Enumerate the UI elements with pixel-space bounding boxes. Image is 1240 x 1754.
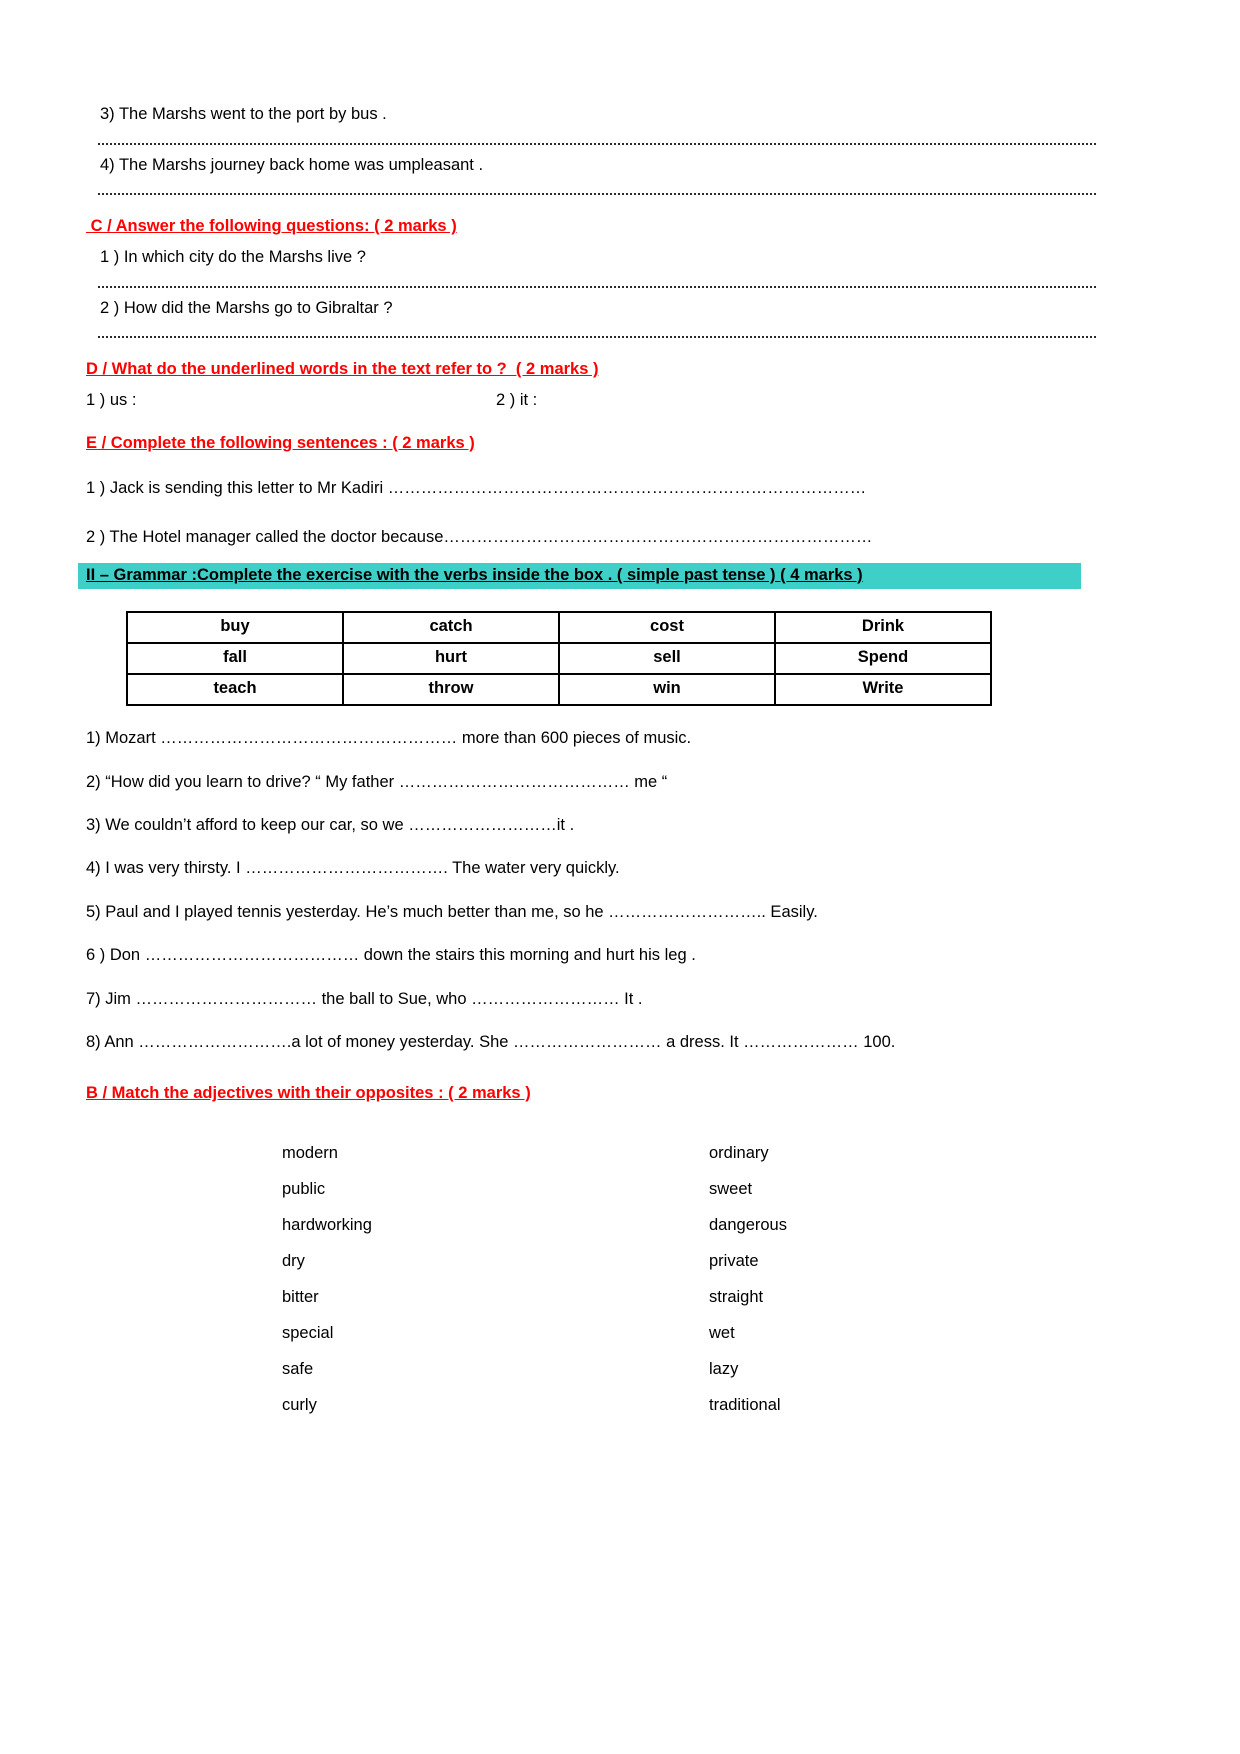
verb-cell: teach	[127, 674, 343, 705]
verb-cell: catch	[343, 612, 559, 643]
section-c-heading: C / Answer the following questions: ( 2 marks )	[86, 217, 457, 236]
section-d-item-2: 2 ) it :	[496, 391, 538, 410]
list-item[interactable]: hardworking	[282, 1216, 372, 1235]
section-b-heading: B / Match the adjectives with their opposites : ( 2 marks )	[86, 1083, 531, 1102]
match-right-column	[709, 1135, 787, 1423]
grammar-sentence-1: 1) Mozart ……………………………………………… more than 600 pieces of music.	[86, 729, 692, 748]
section-e-item-2: 2 ) The Hotel manager called the doctor because……………………………………………………………………	[86, 527, 873, 546]
verb-cell: Drink	[775, 612, 991, 643]
grammar-sentence-2: 2) “How did you learn to drive? “ My father …………………………………… me “	[86, 772, 668, 791]
table-row	[127, 674, 991, 705]
list-item[interactable]: safe	[282, 1360, 314, 1379]
verb-cell: Spend	[775, 643, 991, 674]
verb-table	[126, 611, 992, 706]
section-e-heading: E / Complete the following sentences : ( 2 marks )	[86, 434, 475, 453]
section-d-item-1: 1 ) us :	[86, 391, 137, 410]
answer-rule-4	[98, 179, 1096, 195]
list-item[interactable]: modern	[282, 1144, 338, 1163]
table-row	[127, 612, 991, 643]
list-item[interactable]: bitter	[282, 1288, 319, 1307]
section-c-answer-rule-1	[98, 272, 1096, 288]
grammar-sentence-5: 5) Paul and I played tennis yesterday. He’s much better than me, so he ……………………….. Easily.	[86, 902, 818, 921]
grammar-sentences	[86, 728, 1096, 1054]
verb-cell: Write	[775, 674, 991, 705]
section-c-answer-rule-2	[98, 322, 1096, 338]
section-e-heading-wrap	[86, 422, 1096, 464]
verb-cell: throw	[343, 674, 559, 705]
verb-cell: sell	[559, 643, 775, 674]
page-content	[86, 104, 1096, 1435]
grammar-sentence-8: 8) Ann ……………………….a lot of money yesterday. She ……………………… a dress. It ………………… 100.	[86, 1033, 896, 1052]
section-b-heading-wrap	[86, 1072, 1096, 1114]
grammar-sentence-4: 4) I was very thirsty. I ………………………………. The water very quickly.	[86, 859, 620, 878]
answer-rule-3	[98, 129, 1096, 145]
list-item[interactable]: public	[282, 1180, 326, 1199]
grammar-sentence-7: 7) Jim …………………………… the ball to Sue, who ……………………… It .	[86, 989, 643, 1008]
list-item[interactable]: curly	[282, 1396, 317, 1415]
section-d-items	[86, 390, 1096, 418]
section-e-item-1: 1 ) Jack is sending this letter to Mr Kadiri ……………………………………………………………………………	[86, 478, 867, 497]
section-d-heading: D / What do the underlined words in the text refer to ? ( 2 marks )	[86, 360, 599, 379]
reading-statement-3: 3) The Marshs went to the port by bus .	[100, 105, 387, 123]
list-item[interactable]: traditional	[709, 1396, 781, 1415]
verb-cell: cost	[559, 612, 775, 643]
section-d-heading-wrap	[86, 348, 1096, 390]
list-item[interactable]: dry	[282, 1252, 305, 1271]
table-row	[127, 643, 991, 674]
adjective-match-exercise	[86, 1135, 1096, 1435]
verb-box	[126, 611, 1096, 706]
grammar-heading: II – Grammar :Complete the exercise with the verbs inside the box . ( simple past tense ) ( 4 marks )	[86, 566, 863, 585]
list-item[interactable]: lazy	[709, 1360, 739, 1379]
match-left-column	[282, 1135, 372, 1423]
list-item[interactable]: special	[282, 1324, 334, 1343]
section-c-heading-wrap	[86, 205, 1096, 247]
list-item[interactable]: wet	[709, 1324, 735, 1343]
verb-cell: buy	[127, 612, 343, 643]
verb-cell: fall	[127, 643, 343, 674]
list-item[interactable]: dangerous	[709, 1216, 787, 1235]
list-item[interactable]: ordinary	[709, 1144, 769, 1163]
verb-cell: hurt	[343, 643, 559, 674]
verb-cell: win	[559, 674, 775, 705]
section-c-question-2: 2 ) How did the Marshs go to Gibraltar ?	[100, 298, 393, 317]
list-item[interactable]: private	[709, 1252, 759, 1271]
reading-statement-4: 4) The Marshs journey back home was umpleasant .	[100, 155, 484, 174]
list-item[interactable]: straight	[709, 1288, 764, 1307]
grammar-sentence-3: 3) We couldn’t afford to keep our car, so we ………………………it .	[86, 816, 575, 835]
grammar-heading-band	[78, 563, 1081, 589]
section-c-question-1: 1 ) In which city do the Marshs live ?	[100, 248, 366, 267]
list-item[interactable]: sweet	[709, 1180, 753, 1199]
grammar-sentence-6: 6 ) Don ………………………………… down the stairs this morning and hurt his leg .	[86, 946, 696, 965]
